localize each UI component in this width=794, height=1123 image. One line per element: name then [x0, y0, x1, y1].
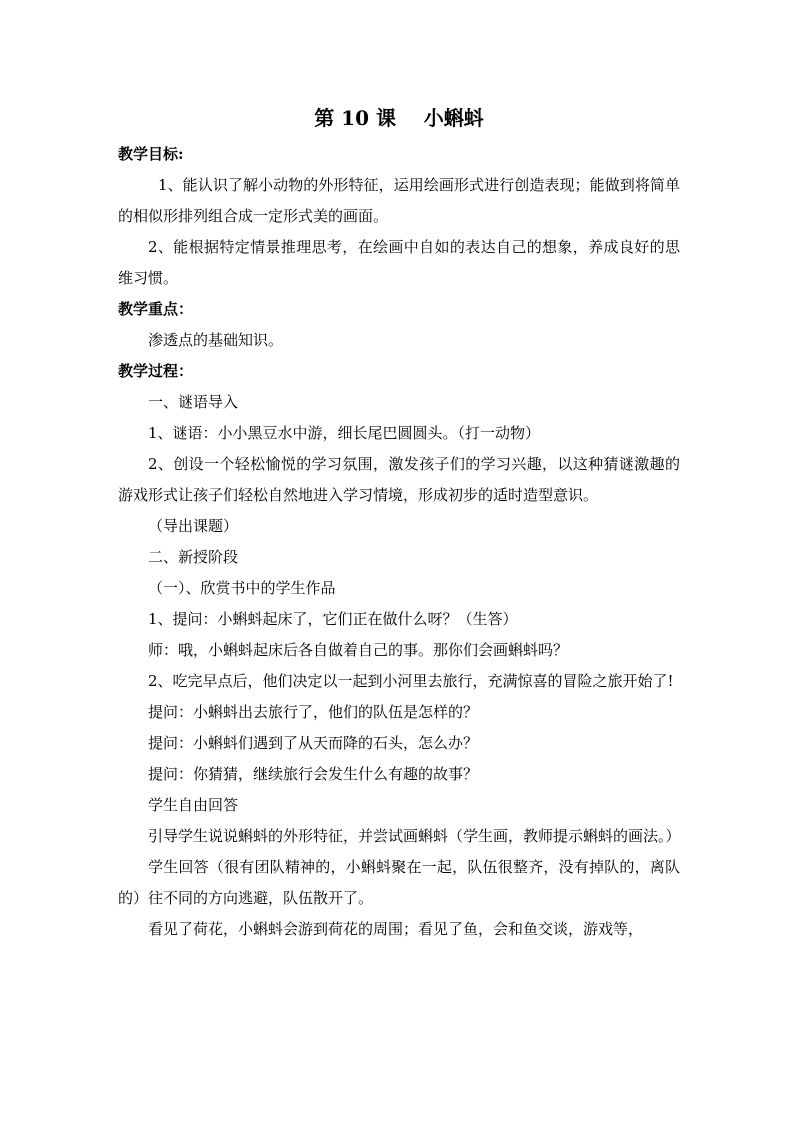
step-1-item-1: 1、谜语：小小黑豆水中游，细长尾巴圆圆头。（打一动物） — [148, 424, 541, 442]
guide-text: 引导学生说说蝌蚪的外形特征，并尝试画蝌蚪（学生画，教师提示蝌蚪的画法。） — [148, 827, 681, 845]
step-1-item-2: 2、创设一个轻松愉悦的学习氛围，激发孩子们的学习兴趣，以这种猜谜激趣的游戏形式让孩子们轻松自然地进入学习情境，形成初步的适时造型意识。 — [118, 455, 680, 504]
answer-3: 看见了荷花，小蝌蚪会游到荷花的周围；看见了鱼，会和鱼交谈，游戏等， — [148, 920, 644, 938]
page-title: 第 10 课 小蝌蚪 — [314, 106, 484, 130]
question-3: 提问：小蝌蚪出去旅行了，他们的队伍是怎样的？ — [148, 703, 479, 721]
question-1: 1、提问：小蝌蚪起床了，它们正在做什么呀？（生答） — [148, 610, 518, 628]
answer-1: 学生自由回答 — [148, 796, 239, 814]
question-5: 提问：你猜猜，继续旅行会发生什么有趣的故事？ — [148, 765, 479, 783]
focus-text: 渗透点的基础知识。 — [148, 331, 284, 349]
objective-1: 1、能认识了解小动物的外形特征，运用绘画形式进行创造表现；能做到将简单的相似形排列组合成一定形式美的画面。 — [118, 176, 680, 225]
step-2-sub-1: （一）、欣赏书中的学生作品 — [148, 579, 336, 597]
teacher-line-1: 师：哦，小蝌蚪起床后各自做着自己的事。那你们会画蝌蚪吗？ — [148, 641, 569, 659]
process-heading: 教学过程： — [118, 362, 194, 380]
question-4: 提问：小蝌蚪们遇到了从天而降的石头，怎么办？ — [148, 734, 479, 752]
focus-heading: 教学重点： — [118, 300, 194, 318]
step-1-title: 一、谜语导入 — [148, 393, 239, 411]
question-2: 2、吃完早点后，他们决定以一起到小河里去旅行，充满惊喜的冒险之旅开始了! — [148, 672, 674, 690]
document-body — [118, 103, 680, 945]
step-1-note: （导出课题） — [148, 517, 239, 535]
objectives-heading: 教学目标: — [118, 145, 184, 163]
step-2-title: 二、新授阶段 — [148, 548, 239, 566]
answer-2: 学生回答（很有团队精神的，小蝌蚪聚在一起，队伍很整齐，没有掉队的，离队的）往不同的方向逃避，队伍散开了。 — [118, 858, 680, 907]
objective-2: 2、能根据特定情景推理思考，在绘画中自如的表达自己的想象，养成良好的思维习惯。 — [118, 238, 680, 287]
